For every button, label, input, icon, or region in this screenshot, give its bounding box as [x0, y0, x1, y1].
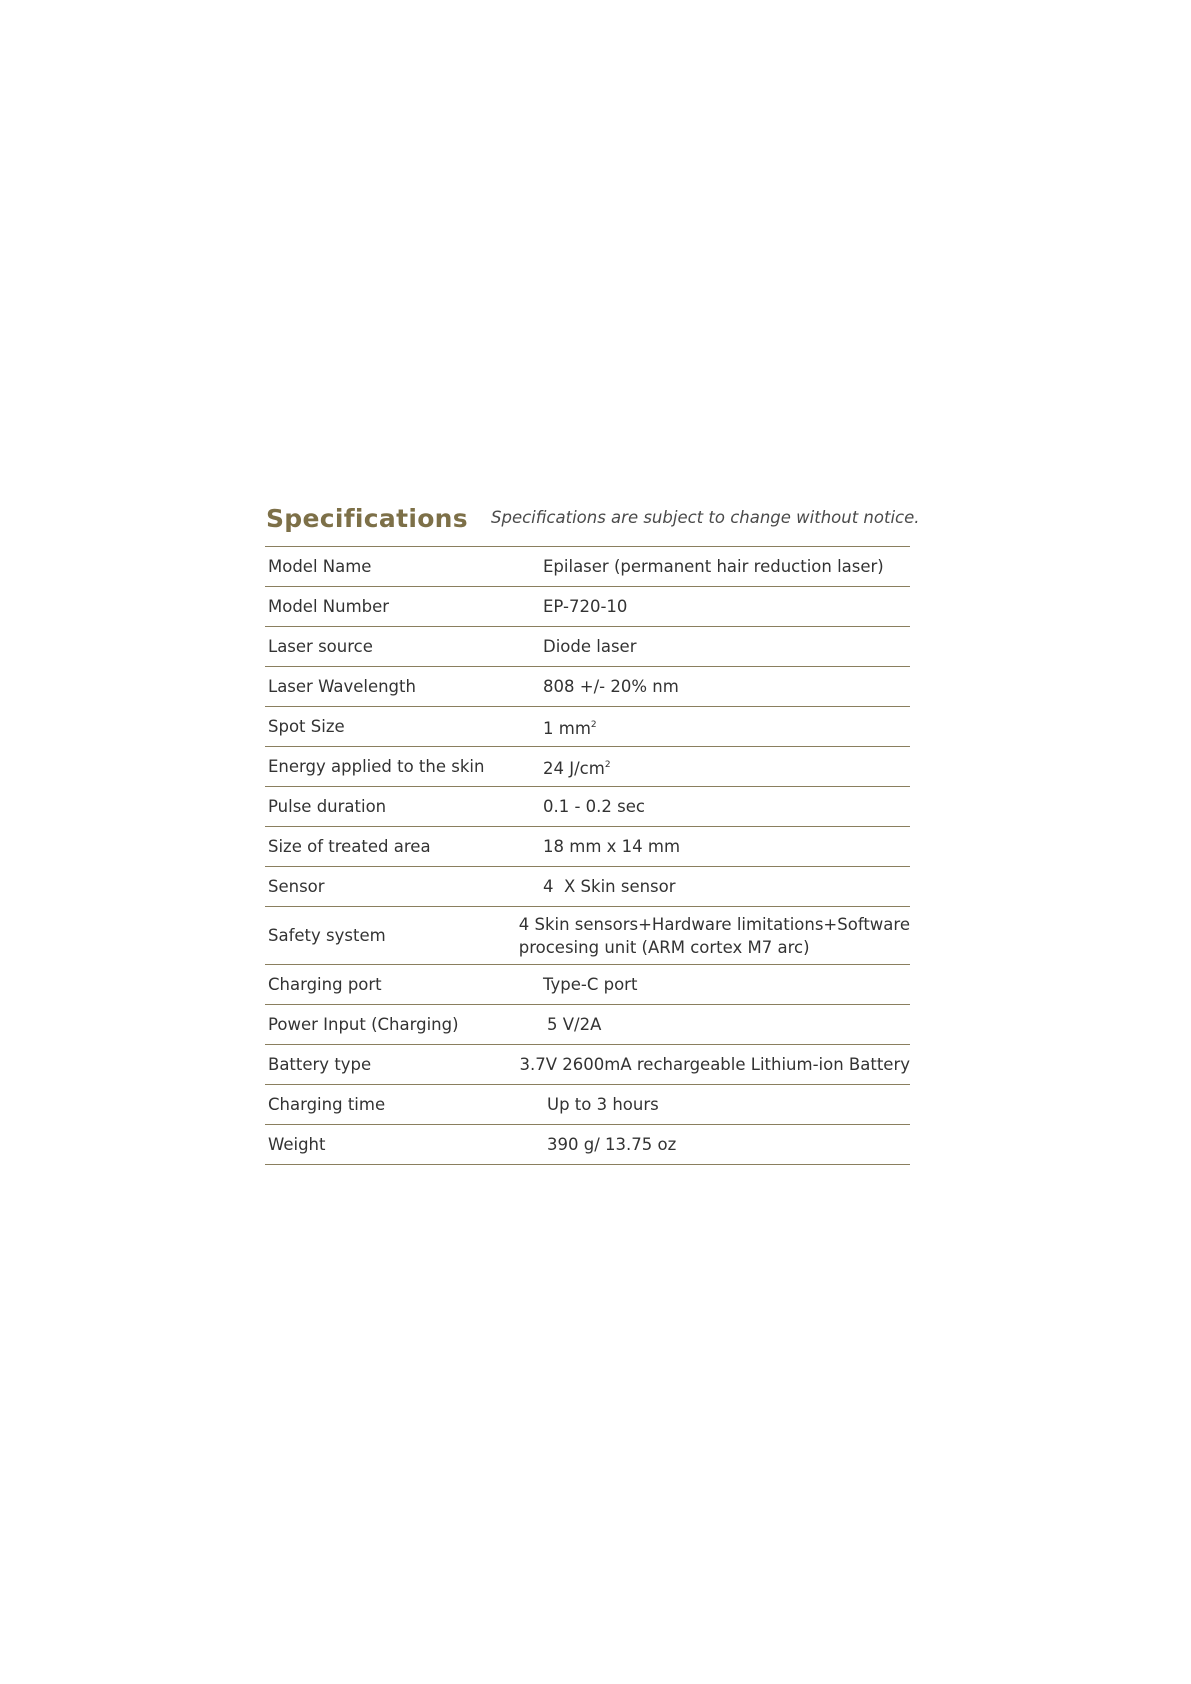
- spec-value: 4 X Skin sensor: [543, 877, 676, 896]
- spec-value: 3.7V 2600mA rechargeable Lithium-ion Battery: [519, 1055, 910, 1074]
- section-title: Specifications: [266, 504, 468, 533]
- spec-label: Pulse duration: [268, 797, 387, 816]
- spec-label: Safety system: [268, 926, 386, 945]
- spec-value: EP-720-10: [543, 597, 628, 616]
- spec-value: [543, 714, 910, 740]
- spec-row-safety-system: [265, 907, 910, 965]
- superscript: 2: [604, 759, 611, 770]
- spec-value-line: procesing unit (ARM cortex M7 arc): [518, 937, 810, 957]
- spec-row-battery-type: [265, 1045, 910, 1085]
- spec-row-weight: [265, 1125, 910, 1165]
- spec-row-power-input: [265, 1005, 910, 1045]
- spec-label: Battery type: [268, 1055, 372, 1074]
- spec-row-treated-area: [265, 827, 910, 867]
- spec-value: 0.1 - 0.2 sec: [543, 797, 645, 816]
- spec-row-laser-wavelength: [265, 667, 910, 707]
- spec-value-text: 24 J/cm: [543, 758, 605, 778]
- superscript: 2: [590, 719, 597, 730]
- spec-label: Weight: [268, 1135, 326, 1154]
- specifications-header: [265, 500, 920, 546]
- specifications-table: [265, 546, 910, 1165]
- change-notice: Specifications are subject to change without notice.: [491, 508, 920, 527]
- spec-label: Laser source: [268, 637, 373, 656]
- spec-label: Energy applied to the skin: [268, 757, 485, 776]
- spec-label: Spot Size: [268, 717, 345, 736]
- spec-label: Sensor: [268, 877, 325, 896]
- spec-row-energy: [265, 747, 910, 787]
- spec-label: Laser Wavelength: [268, 677, 416, 696]
- spec-row-charging-port: [265, 965, 910, 1005]
- spec-label: Model Number: [268, 597, 390, 616]
- spec-value: Type-C port: [543, 975, 638, 994]
- specifications-section: [265, 500, 920, 1165]
- spec-value-line: 4 Skin sensors+Hardware limitations+Software: [518, 914, 910, 934]
- spec-row-model-name: [265, 547, 910, 587]
- spec-row-charging-time: [265, 1085, 910, 1125]
- spec-value: Up to 3 hours: [547, 1095, 659, 1114]
- spec-value: [543, 754, 910, 780]
- spec-row-model-number: [265, 587, 910, 627]
- spec-label: Size of treated area: [268, 837, 431, 856]
- spec-row-laser-source: [265, 627, 910, 667]
- spec-value: [519, 913, 910, 959]
- spec-value: 808 +/- 20% nm: [543, 677, 679, 696]
- spec-row-pulse-duration: [265, 787, 910, 827]
- spec-label: Charging port: [268, 975, 382, 994]
- spec-label: Charging time: [268, 1095, 386, 1114]
- spec-value: 5 V/2A: [547, 1015, 602, 1034]
- spec-value: Epilaser (permanent hair reduction laser): [543, 557, 884, 576]
- spec-value: 18 mm x 14 mm: [543, 837, 681, 856]
- spec-row-spot-size: [265, 707, 910, 747]
- spec-value: 390 g/ 13.75 oz: [547, 1135, 677, 1154]
- spec-value-text: 1 mm: [543, 718, 591, 738]
- spec-value: Diode laser: [543, 637, 637, 656]
- spec-row-sensor: [265, 867, 910, 907]
- spec-label: Model Name: [268, 557, 372, 576]
- spec-label: Power Input (Charging): [268, 1015, 459, 1034]
